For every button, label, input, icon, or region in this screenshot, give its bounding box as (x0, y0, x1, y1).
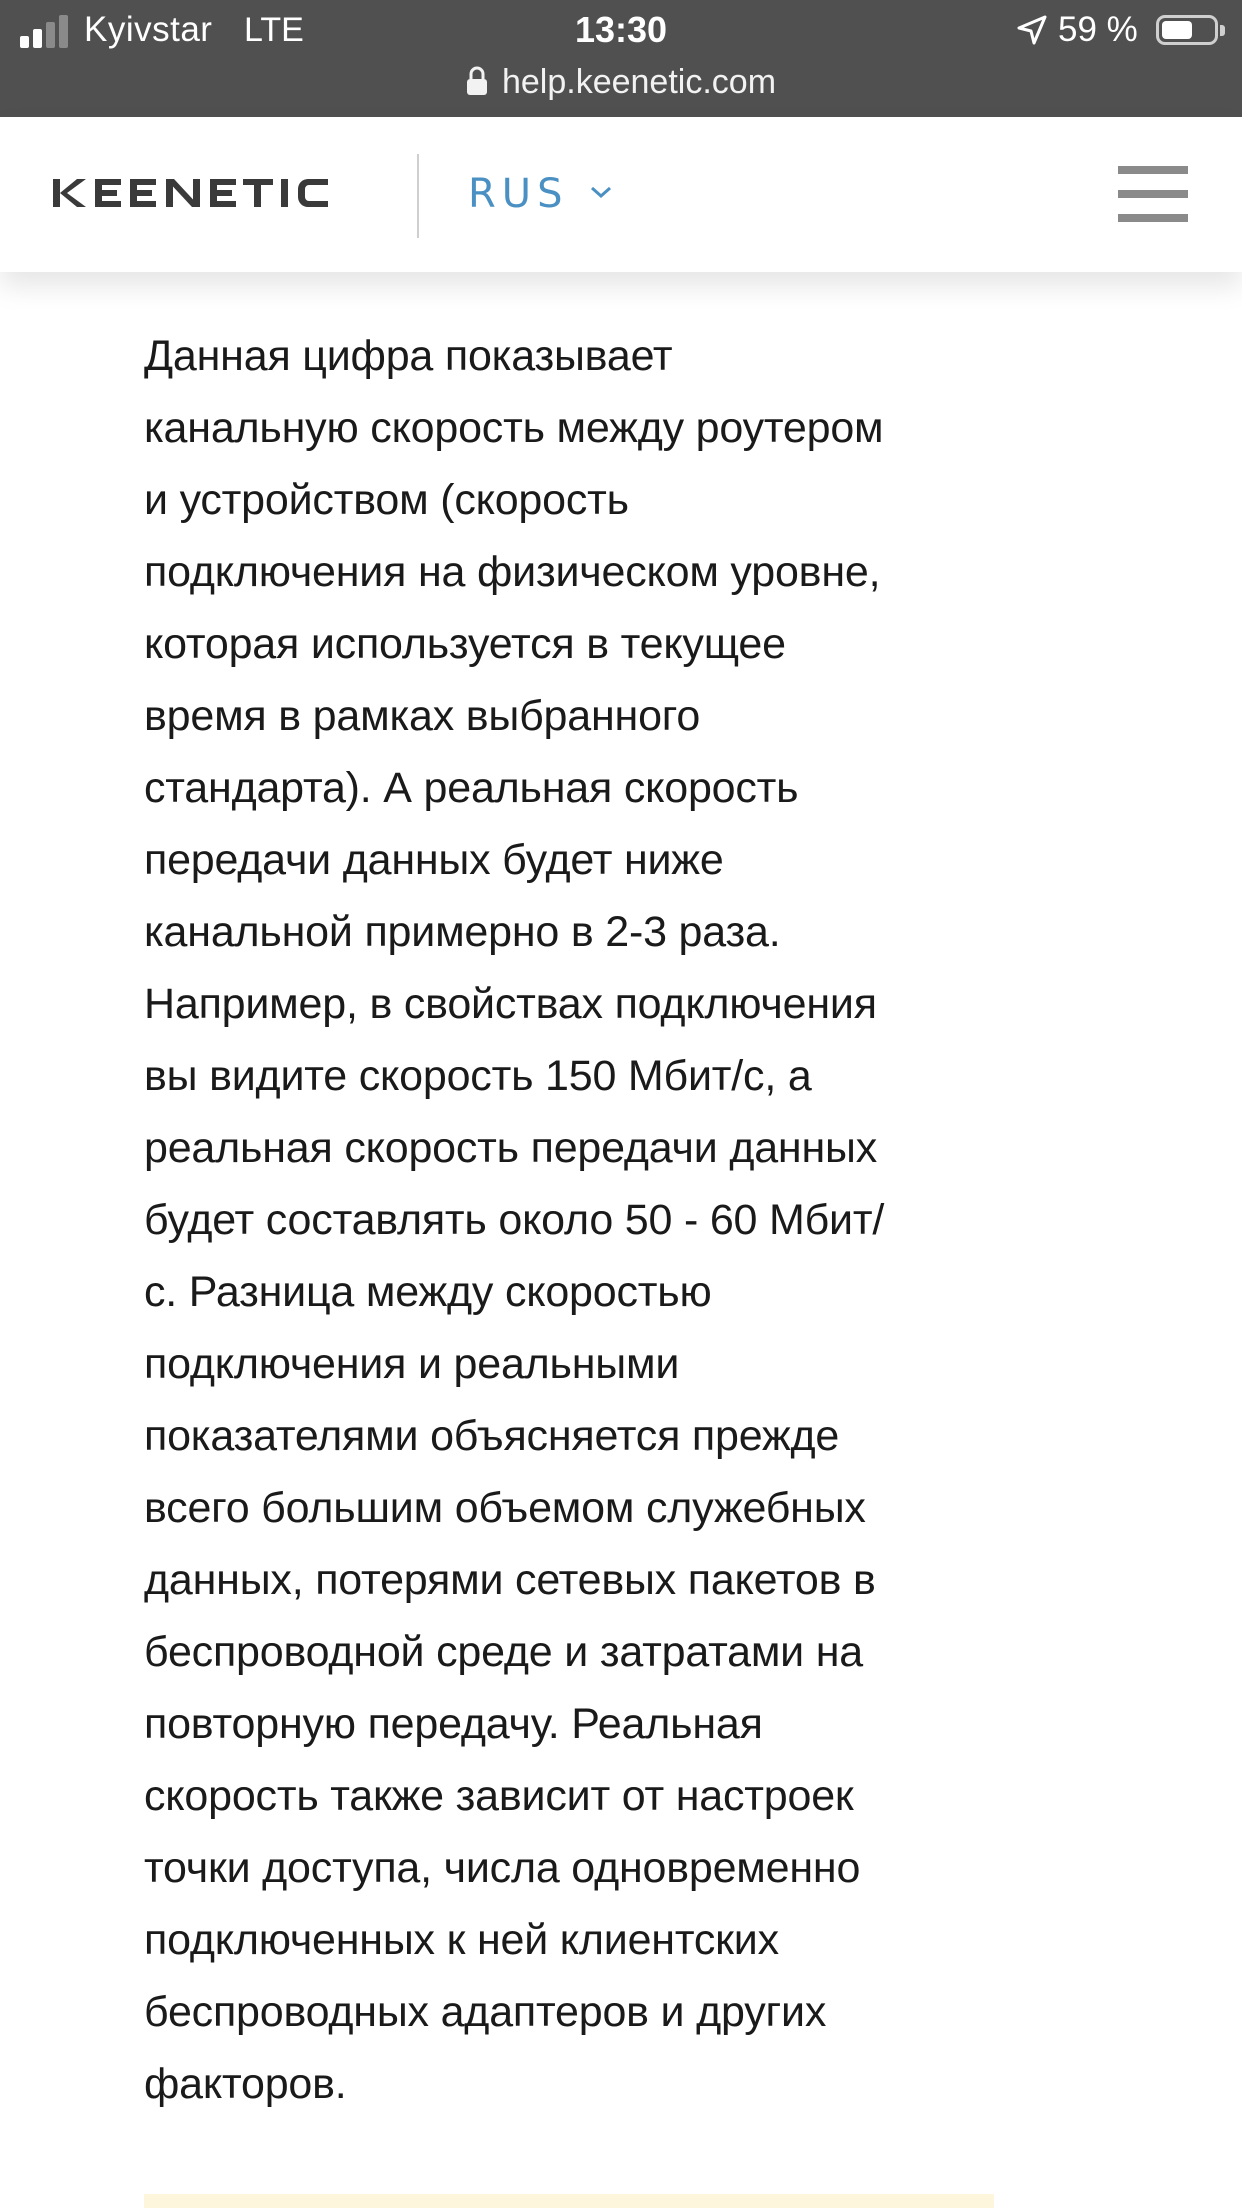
article-line: подключения на физическом уровне, (144, 548, 881, 596)
article-line: скорость также зависит от настроек (144, 1772, 854, 1820)
article-line: беспроводных адаптеров и других (144, 1988, 827, 2036)
site-header (0, 117, 1242, 272)
chevron-down-icon (589, 184, 613, 200)
article-line: вы видите скорость 150 Мбит/с, а (144, 1052, 812, 1100)
language-label: RUS (468, 171, 569, 217)
language-selector[interactable] (468, 169, 613, 219)
battery-icon (1156, 15, 1218, 45)
article-line: точки доступа, числа одновременно (144, 1844, 861, 1892)
address-bar[interactable] (0, 60, 1242, 104)
hamburger-menu-button[interactable] (1118, 166, 1188, 222)
article-line: подключенных к ней клиентских (144, 1916, 779, 1964)
status-bar (0, 0, 1242, 117)
lock-icon (466, 66, 488, 96)
article-line: всего большим объемом служебных (144, 1484, 866, 1532)
article-line: время в рамках выбранного (144, 692, 701, 740)
article-line: стандарта). А реальная скорость (144, 764, 799, 812)
article-line: с. Разница между скоростью (144, 1268, 712, 1316)
article-line: будет составлять около 50 - 60 Мбит/ (144, 1196, 885, 1244)
notice-box (144, 2194, 994, 2208)
article-line: повторную передачу. Реальная (144, 1700, 763, 1748)
carrier-name: Kyivstar (84, 10, 213, 49)
battery-tip (1220, 25, 1225, 36)
article-line: которая используется в текущее (144, 620, 786, 668)
article-body (144, 320, 1004, 2120)
network-type: LTE (244, 11, 304, 49)
battery-level-fill (1162, 21, 1192, 39)
article-line: показателями объясняется прежде (144, 1412, 840, 1460)
article-line: беспроводной среде и затратами на (144, 1628, 864, 1676)
article-line: канальной примерно в 2-3 раза. (144, 908, 781, 956)
article-line: канальную скорость между роутером (144, 404, 884, 452)
battery-percent: 59 % (1058, 10, 1138, 49)
location-arrow-icon (1016, 14, 1048, 46)
keenetic-logo[interactable] (53, 173, 353, 213)
article-line: Например, в свойствах подключения (144, 980, 877, 1028)
header-divider (417, 154, 419, 238)
url-text: help.keenetic.com (501, 63, 777, 101)
status-time: 13:30 (574, 9, 668, 50)
article-line: факторов. (144, 2060, 347, 2108)
article-line: подключения и реальными (144, 1340, 680, 1388)
article-line: данных, потерями сетевых пакетов в (144, 1556, 876, 1604)
article-line: и устройством (скорость (144, 476, 629, 524)
status-bar-top (0, 0, 1242, 62)
article-line: реальная скорость передачи данных (144, 1124, 878, 1172)
article-line: передачи данных будет ниже (144, 836, 724, 884)
article-line: Данная цифра показывает (144, 332, 673, 380)
